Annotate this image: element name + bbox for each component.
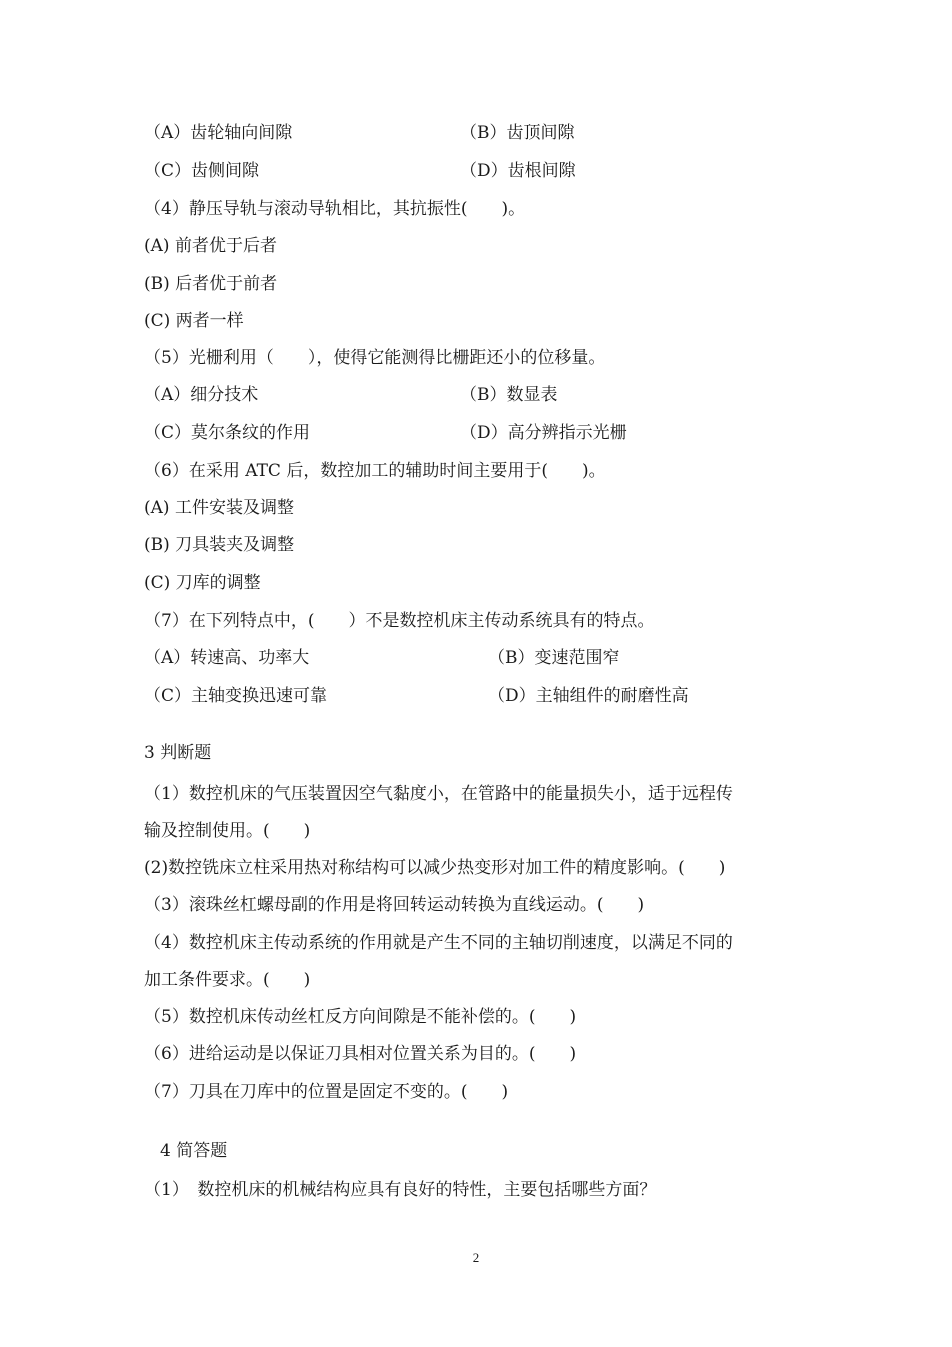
q4-option-a: (A) 前者优于后者 xyxy=(144,236,277,256)
q7-stem: （7）在下列特点中，( ）不是数控机床主传动系统具有的特点。 xyxy=(144,611,655,631)
q5-option-c: （C）莫尔条纹的作用 xyxy=(144,423,311,443)
q3-option-b: （B）齿顶间隙 xyxy=(460,123,575,143)
tf-item-1-line-2: 输及控制使用。( ) xyxy=(144,821,311,841)
tf-item-4-line-2: 加工条件要求。( ) xyxy=(144,970,311,990)
tf-item-6: （6）进给运动是以保证刀具相对位置关系为目的。( ) xyxy=(144,1044,577,1064)
tf-item-5: （5）数控机床传动丝杠反方向间隙是不能补偿的。( ) xyxy=(144,1007,577,1027)
q6-option-c: (C) 刀库的调整 xyxy=(144,573,261,593)
q7-option-c: （C）主轴变换迅速可靠 xyxy=(144,686,328,706)
q5-option-d: （D）高分辨指示光栅 xyxy=(460,423,627,443)
tf-item-1-line-1: （1）数控机床的气压装置因空气黏度小，在管路中的能量损失小，适于远程传 xyxy=(144,784,733,804)
q3-option-a: （A）齿轮轴向间隙 xyxy=(144,123,293,143)
q6-option-b: (B) 刀具装夹及调整 xyxy=(144,535,295,555)
short-answer-item-1: （1） 数控机床的机械结构应具有良好的特性，主要包括哪些方面？ xyxy=(144,1180,657,1200)
q3-option-d: （D）齿根间隙 xyxy=(460,161,576,181)
q7-option-a: （A）转速高、功率大 xyxy=(144,648,310,668)
q4-stem: （4）静压导轨与滚动导轨相比，其抗振性( )。 xyxy=(144,199,526,219)
q7-option-d: （D）主轴组件的耐磨性高 xyxy=(488,686,689,706)
q6-stem: （6）在采用 ATC 后，数控加工的辅助时间主要用于( )。 xyxy=(144,461,606,481)
q5-stem: （5）光栅利用（ ），使得它能测得比栅距还小的位移量。 xyxy=(144,348,606,368)
tf-item-2: (2)数控铣床立柱采用热对称结构可以减少热变形对加工件的精度影响。( ) xyxy=(144,858,726,878)
section-4-title: 4 简答题 xyxy=(160,1141,228,1161)
q4-option-b: (B) 后者优于前者 xyxy=(144,274,278,294)
tf-item-4-line-1: （4）数控机床主传动系统的作用就是产生不同的主轴切削速度，以满足不同的 xyxy=(144,933,733,953)
q4-option-c: (C) 两者一样 xyxy=(144,311,244,331)
tf-item-3: （3）滚珠丝杠螺母副的作用是将回转运动转换为直线运动。( ) xyxy=(144,895,645,915)
section-3-title: 3 判断题 xyxy=(144,743,212,763)
q6-option-a: (A) 工件安装及调整 xyxy=(144,498,294,518)
q5-option-a: （A）细分技术 xyxy=(144,385,259,405)
tf-item-7: （7）刀具在刀库中的位置是固定不变的。( ) xyxy=(144,1082,509,1102)
q3-option-c: （C）齿侧间隙 xyxy=(144,161,260,181)
page-number: 2 xyxy=(472,1250,480,1265)
q7-option-b: （B）变速范围窄 xyxy=(488,648,620,668)
q5-option-b: （B）数显表 xyxy=(460,385,558,405)
